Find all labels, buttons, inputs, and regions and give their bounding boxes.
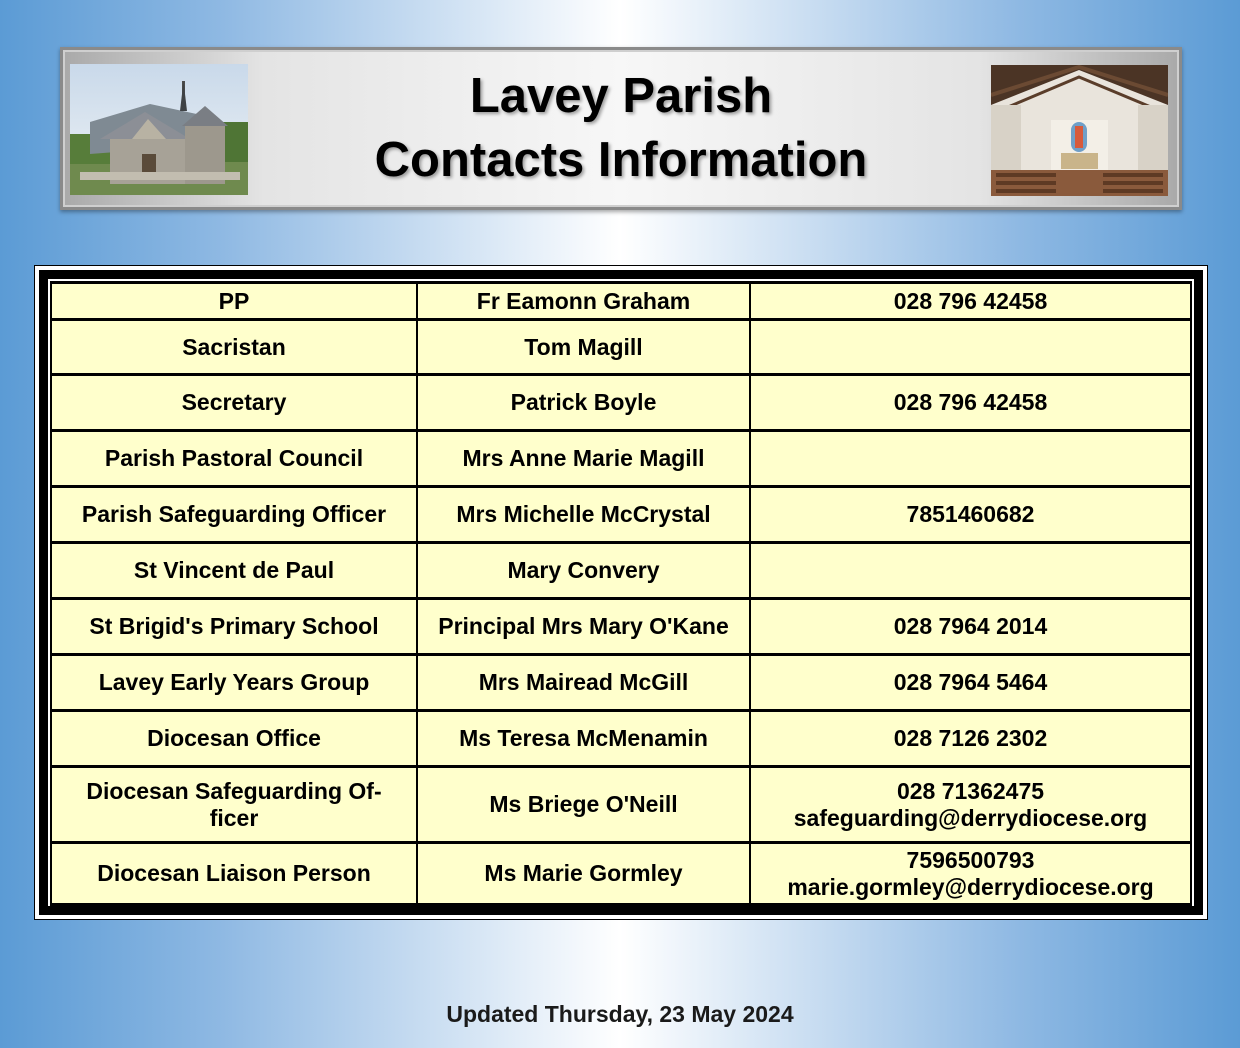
church-interior-image [991, 65, 1168, 196]
name-cell: Patrick Boyle [417, 375, 750, 431]
contacts-table-border [39, 270, 1203, 915]
role-cell: Diocesan Liaison Person [51, 843, 417, 905]
role-cell: St Brigid's Primary School [51, 599, 417, 655]
table-row [51, 711, 1191, 767]
table-row [51, 375, 1191, 431]
role-cell: Parish Safeguarding Officer [51, 487, 417, 543]
role-cell: Lavey Early Years Group [51, 655, 417, 711]
phone-text: 028 71362475 [896, 777, 1045, 804]
table-row [51, 487, 1191, 543]
name-cell: Mrs Mairead McGill [417, 655, 750, 711]
contact-cell: 028 796 42458 [750, 375, 1191, 431]
table-row [51, 320, 1191, 375]
table-row [51, 843, 1191, 905]
role-text: Diocesan Safeguarding Of-ficer [86, 777, 382, 831]
contact-cell [750, 843, 1191, 905]
role-cell: Secretary [51, 375, 417, 431]
contacts-table [50, 281, 1192, 906]
phone-text: 7596500793 [906, 846, 1035, 873]
table-row [51, 283, 1191, 320]
title-line-1: Lavey Parish [469, 69, 773, 123]
email-link[interactable]: marie.gormley@derrydiocese.org [787, 873, 1154, 900]
contact-cell: 7851460682 [750, 487, 1191, 543]
updated-date: Updated Thursday, 23 May 2024 [446, 1001, 794, 1027]
role-cell: Sacristan [51, 320, 417, 375]
name-cell: Mary Convery [417, 543, 750, 599]
header-banner [60, 47, 1182, 210]
table-row [51, 599, 1191, 655]
role-cell: Diocesan Office [51, 711, 417, 767]
table-row [51, 767, 1191, 843]
name-cell: Mrs Michelle McCrystal [417, 487, 750, 543]
email-link[interactable]: safeguarding@derrydiocese.org [793, 804, 1148, 831]
table-row [51, 431, 1191, 487]
contact-cell [750, 320, 1191, 375]
name-cell: Ms Marie Gormley [417, 843, 750, 905]
role-cell: St Vincent de Paul [51, 543, 417, 599]
church-exterior-image [70, 64, 248, 195]
title-line-2: Contacts Information [374, 133, 868, 187]
contact-cell: 028 7964 2014 [750, 599, 1191, 655]
table-row [51, 543, 1191, 599]
name-cell: Tom Magill [417, 320, 750, 375]
role-cell [51, 767, 417, 843]
contact-cell: 028 7126 2302 [750, 711, 1191, 767]
name-cell: Mrs Anne Marie Magill [417, 431, 750, 487]
page-title [263, 64, 979, 192]
role-cell: Parish Pastoral Council [51, 431, 417, 487]
contact-cell [750, 543, 1191, 599]
role-cell: PP [51, 283, 417, 320]
contact-cell: 028 7964 5464 [750, 655, 1191, 711]
name-cell: Fr Eamonn Graham [417, 283, 750, 320]
contacts-table-frame [34, 265, 1208, 920]
contact-cell [750, 767, 1191, 843]
table-row [51, 655, 1191, 711]
name-cell: Principal Mrs Mary O'Kane [417, 599, 750, 655]
name-cell: Ms Briege O'Neill [417, 767, 750, 843]
contact-cell: 028 796 42458 [750, 283, 1191, 320]
contact-cell [750, 431, 1191, 487]
name-cell: Ms Teresa McMenamin [417, 711, 750, 767]
